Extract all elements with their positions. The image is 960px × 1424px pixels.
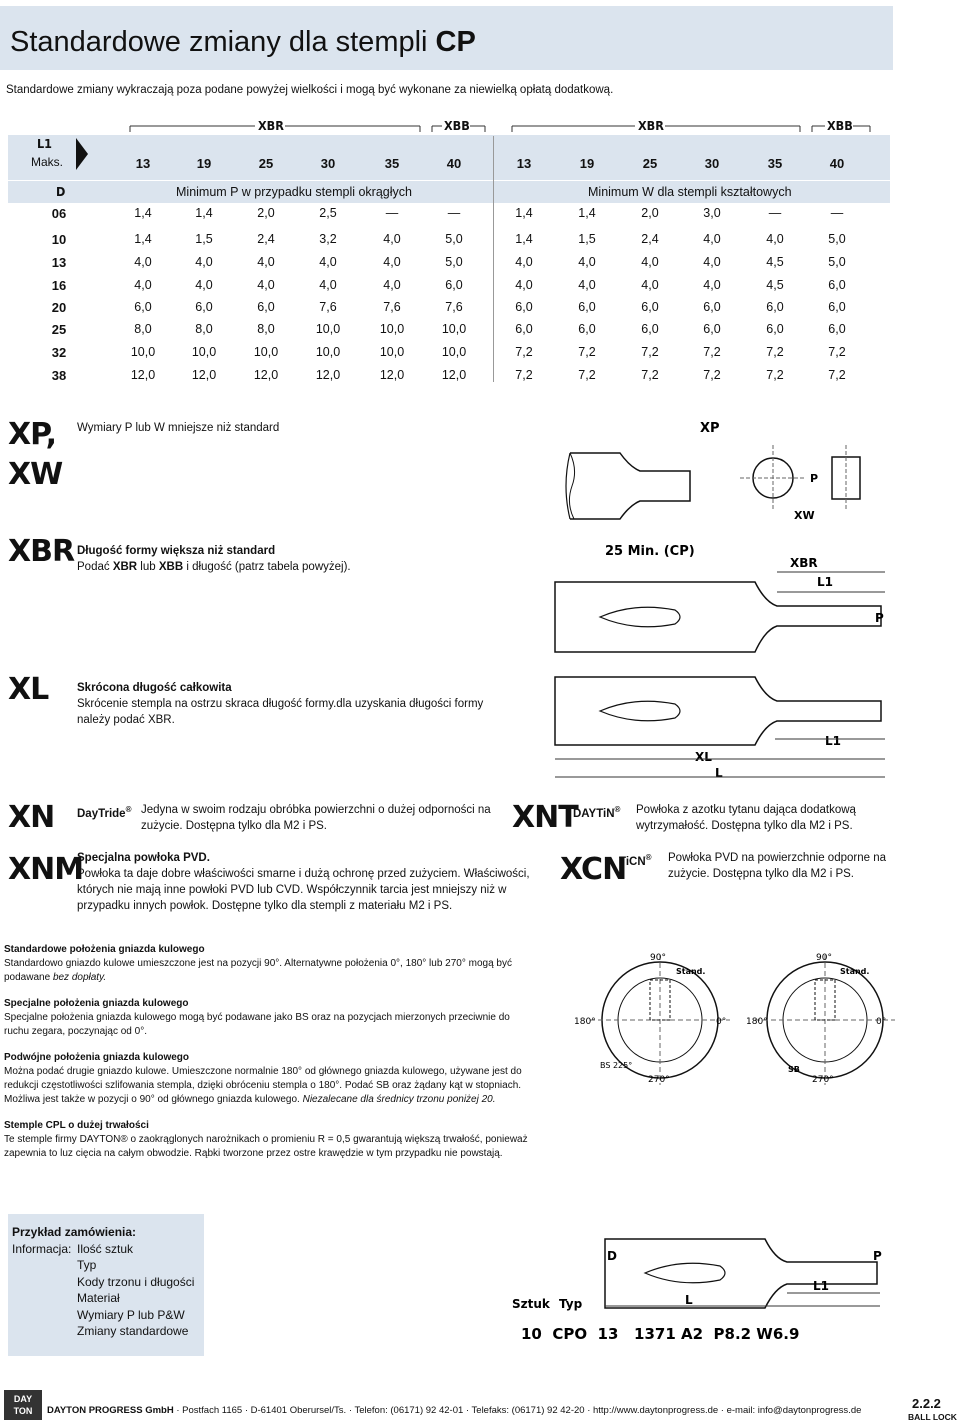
- xn-name: DayTride®: [77, 805, 132, 820]
- w-cell: 1,4: [578, 206, 596, 220]
- p-cell: 12,0: [191, 368, 217, 382]
- xl-code: XL: [8, 672, 49, 707]
- w-cell: 1,4: [515, 232, 533, 246]
- xcn-text: Powłoka PVD na powierzchnie odporne na zużycie. Dostępna tylko dla M2 i PS.: [668, 852, 886, 880]
- w-cell: 4,0: [766, 232, 784, 246]
- p-cell: 7,6: [383, 300, 401, 314]
- w-cell: 6,0: [515, 300, 533, 314]
- xnt-text: Powłoka z azotku tytanu dająca dodatkową wytrzymałość. Dostępna tylko dla M2 i PS.: [636, 804, 856, 832]
- p-cell: 12,0: [441, 368, 467, 382]
- row-d-label: 16: [51, 278, 67, 293]
- xnt-code: XNT: [512, 800, 578, 835]
- p-cell: 4,0: [195, 278, 213, 292]
- w-cell: 6,0: [828, 278, 846, 292]
- w-cell: 6,0: [703, 300, 721, 314]
- p-cell: 2,5: [319, 206, 337, 220]
- svg-text:180°: 180°: [746, 1017, 768, 1027]
- p-cell: 12,0: [315, 368, 341, 382]
- p-cell: 4,0: [319, 278, 337, 292]
- w-cell: 4,0: [515, 278, 533, 292]
- p-cell: 8,0: [195, 322, 213, 336]
- xp-diagram: [560, 415, 900, 525]
- p-cell: 2,4: [257, 232, 275, 246]
- w-cell: 4,0: [515, 255, 533, 269]
- left-col-header: 13: [135, 156, 151, 171]
- ball-diagram-2: [746, 953, 895, 1085]
- xnt-name: DAYTiN®: [573, 805, 621, 820]
- w-cell: —: [830, 206, 844, 220]
- xcn-code: XCN: [560, 852, 627, 887]
- xbr-text: Długość formy większa niż standard Podać XBR lub XBB i długość (patrz tabela powyżej).: [77, 545, 351, 573]
- p-cell: 4,0: [134, 255, 152, 269]
- w-cell: 7,2: [578, 345, 596, 359]
- left-col-header: 30: [320, 156, 336, 171]
- svg-text:Stand.: Stand.: [676, 967, 706, 976]
- p-cell: 4,0: [383, 278, 401, 292]
- p-cell: 10,0: [315, 345, 341, 359]
- p-cell: 1,5: [195, 232, 213, 246]
- w-cell: 6,0: [828, 300, 846, 314]
- w-cell: 4,0: [641, 255, 659, 269]
- svg-text:P: P: [873, 1249, 882, 1263]
- xn-text: Jedyna w swoim rodzaju obróbka powierzchni o dużej odporności na zużycie. Dostępna tylko dla M2 i PS.: [141, 804, 491, 832]
- w-cell: 3,0: [703, 206, 721, 220]
- xp-code: XP, XW: [8, 417, 63, 492]
- svg-text:XW: XW: [794, 509, 815, 522]
- w-cell: 4,0: [641, 278, 659, 292]
- order-diagram: [505, 1214, 895, 1356]
- row-d-label: 38: [51, 368, 67, 383]
- p-cell: 10,0: [441, 345, 467, 359]
- svg-text:L: L: [685, 1293, 693, 1307]
- svg-text:D: D: [607, 1249, 617, 1263]
- w-cell: 7,2: [578, 368, 596, 382]
- w-cell: 4,0: [578, 278, 596, 292]
- svg-text:P: P: [875, 611, 884, 625]
- w-cell: —: [768, 206, 782, 220]
- row-d-label: 10: [51, 232, 67, 247]
- left-col-header: 19: [196, 156, 212, 171]
- svg-text:BS 225°: BS 225°: [600, 1061, 633, 1070]
- p-cell: 10,0: [379, 322, 405, 336]
- p-cell: 6,0: [195, 300, 213, 314]
- page-title: Standardowe zmiany dla stempli CP: [10, 26, 476, 58]
- intro-text: Standardowe zmiany wykraczają poza podane powyżej wielkości i mogą być wykonane za niewielką opłatą dodatkową.: [6, 84, 614, 96]
- svg-text:L1: L1: [825, 734, 841, 748]
- p-cell: —: [385, 206, 399, 220]
- w-cell: 7,2: [766, 368, 784, 382]
- right-col-header: 25: [642, 156, 658, 171]
- w-cell: 4,0: [703, 278, 721, 292]
- p-cell: 4,0: [257, 278, 275, 292]
- p-cell: 12,0: [253, 368, 279, 382]
- w-cell: 1,4: [515, 206, 533, 220]
- order-item: Wymiary P lub P&W: [77, 1307, 185, 1322]
- xnm-text: Specjalna powłoka PVD. Powłoka ta daje dobre właściwości smarne i dużą ochronę przed zużyciem. Właściwości, których nie mają inne powłoki PVD lub CVD. Współczynnik tarcia jest mniejszy niż w przypadku innych powłok. Dostępne tylko dla stempli z materiału M2 i PS.: [77, 852, 530, 912]
- p-cell: 1,4: [134, 206, 152, 220]
- dayton-logo: DAY TON: [4, 1390, 42, 1420]
- w-cell: 2,0: [641, 206, 659, 220]
- svg-text:XBR: XBR: [790, 556, 818, 570]
- svg-text:270°: 270°: [648, 1075, 670, 1085]
- p-cell: 4,0: [383, 255, 401, 269]
- p-cell: 8,0: [134, 322, 152, 336]
- xcn-name: TiCN®: [619, 853, 652, 868]
- row-d-label: 32: [51, 345, 67, 360]
- row-d-label: 25: [51, 322, 67, 337]
- svg-text:XL: XL: [695, 750, 712, 764]
- footer-address: DAYTON PROGRESS GmbH · Postfach 1165 · D-61401 Oberursel/Ts. · Telefon: (06171) 92 42-01 · Telefaks: (06171) 92 42-20 · http://www.daytonprogress.de · e-mail: info@daytonprogress.de: [47, 1405, 862, 1416]
- w-cell: 2,4: [641, 232, 659, 246]
- p-cell: 4,0: [383, 232, 401, 246]
- w-cell: 7,2: [766, 345, 784, 359]
- w-cell: 6,0: [578, 300, 596, 314]
- right-col-header: 13: [516, 156, 532, 171]
- svg-text:XP: XP: [700, 421, 720, 436]
- xbr-header-left: XBR: [258, 118, 284, 133]
- w-cell: 4,0: [703, 232, 721, 246]
- svg-text:SB: SB: [788, 1065, 800, 1074]
- p-cell: 4,0: [257, 255, 275, 269]
- w-cell: 4,5: [766, 255, 784, 269]
- svg-text:L1: L1: [813, 1279, 829, 1293]
- page-number: 2.2.2: [912, 1396, 941, 1411]
- w-cell: 7,2: [641, 368, 659, 382]
- p-cell: 5,0: [445, 255, 463, 269]
- xbr-header-right: XBR: [638, 118, 664, 133]
- w-cell: 6,0: [703, 322, 721, 336]
- w-cell: 6,0: [515, 322, 533, 336]
- row-d-label: 13: [51, 255, 67, 270]
- svg-text:Sztuk: Sztuk: [512, 1297, 550, 1311]
- xn-code: XN: [8, 800, 55, 835]
- w-cell: 7,2: [515, 345, 533, 359]
- w-cell: 6,0: [766, 322, 784, 336]
- p-cell: 3,2: [319, 232, 337, 246]
- left-col-header: 40: [446, 156, 462, 171]
- xbr-diagram: [545, 540, 895, 660]
- w-cell: 4,0: [703, 255, 721, 269]
- order-item: Materiał: [77, 1291, 120, 1305]
- xp-text: Wymiary P lub W mniejsze niż standard: [77, 422, 280, 434]
- svg-text:180°: 180°: [574, 1017, 596, 1027]
- row-d-label: 06: [51, 206, 67, 221]
- section-name: BALL LOCK: [908, 1412, 957, 1422]
- w-cell: 7,2: [641, 345, 659, 359]
- p-cell: 7,6: [445, 300, 463, 314]
- w-cell: 6,0: [766, 300, 784, 314]
- svg-text:90°: 90°: [650, 953, 666, 963]
- xl-text: Skrócona długość całkowita Skrócenie stempla na ostrzu skraca długość formy.dla uzyskania długości formy należy podać XBR.: [77, 682, 484, 726]
- svg-text:L: L: [715, 766, 723, 780]
- ball-section: Standardowe położenia gniazda kulowego Standardowo gniazdo kulowe umieszczone jest na pozycji 90°. Alternatywne położenia 0°, 180° lub 270° mogą być podawane bez dopłaty. Specjalne położenia gniazda kulowego Specjalne położenia gniazda kulowego mogą być podawane jako BS oraz na pozycjach mierzonych przeciwnie do ruchu zegara, poczynając od 0°. Podwójne położenia gniazda kulowego Można podać drugie gniazdo kulowe. Umieszczone normalnie 180° od głównego gniazda kulowego, używane jest do redukcji częstotliwości szlifowania stempla, dzięki obróceniu stempla o 180°. Podać SB oraz żądany kąt w stopniach. Możliwa jest także w pozycji o 90° od głównego gniazda kulowego. Niezalecane dla średnicy trzonu poniżej 20. Stemple CPL o dużej trwałości Te stemple firmy DAYTON® o zaokrąglonych narożnikach o promieniu R = 0,5 gwarantują większą trwałość, ponieważ zapewnia to luz cięcia na całym obwodzie. Rąbki tworzone przez ostre krawędzie w tym przypadku nie powstają.: [4, 944, 528, 1159]
- d-label: D: [56, 184, 66, 199]
- p-cell: 8,0: [257, 322, 275, 336]
- xbb-header-left: XBB: [444, 118, 470, 133]
- p-cell: 1,4: [195, 206, 213, 220]
- svg-text:P: P: [810, 472, 819, 485]
- svg-text:L1: L1: [817, 575, 833, 589]
- xl-diagram: [545, 673, 895, 788]
- p-cell: 10,0: [379, 345, 405, 359]
- p-cell: 10,0: [315, 322, 341, 336]
- w-cell: 7,2: [703, 368, 721, 382]
- p-cell: 10,0: [191, 345, 217, 359]
- right-col-header: 35: [767, 156, 783, 171]
- w-cell: 7,2: [828, 368, 846, 382]
- w-cell: 7,2: [703, 345, 721, 359]
- p-cell: 7,6: [319, 300, 337, 314]
- p-cell: 4,0: [319, 255, 337, 269]
- xnm-code: XNM: [8, 852, 84, 887]
- xbr-code: XBR: [8, 534, 75, 569]
- w-cell: 6,0: [641, 300, 659, 314]
- p-cell: 4,0: [195, 255, 213, 269]
- table-divider: [493, 136, 494, 382]
- w-cell: 1,5: [578, 232, 596, 246]
- p-cell: 10,0: [130, 345, 156, 359]
- w-cell: 4,5: [766, 278, 784, 292]
- order-item: Kody trzonu i długości: [77, 1274, 195, 1289]
- p-cell: 6,0: [134, 300, 152, 314]
- svg-text:25 Min. (CP): 25 Min. (CP): [605, 544, 695, 559]
- p-cell: 12,0: [130, 368, 156, 382]
- right-col-header: 30: [704, 156, 720, 171]
- ball-diagram-1: [574, 953, 730, 1085]
- svg-text:0°: 0°: [876, 1017, 887, 1027]
- l1-label: L1: [37, 136, 52, 151]
- p-cell: 5,0: [445, 232, 463, 246]
- ball-lock-diagrams: [570, 950, 900, 1090]
- svg-text:10 CPO 13 1371 A2 P8.2 W6: 10 CPO 13 1371 A2 P8.2 W6.9: [521, 1325, 800, 1343]
- left-caption: Minimum P w przypadku stempli okrągłych: [176, 185, 412, 199]
- p-cell: 6,0: [445, 278, 463, 292]
- w-cell: 7,2: [828, 345, 846, 359]
- w-cell: 4,0: [578, 255, 596, 269]
- w-cell: 7,2: [515, 368, 533, 382]
- svg-text:270°: 270°: [812, 1075, 834, 1085]
- left-col-header: 25: [258, 156, 274, 171]
- left-col-header: 35: [384, 156, 400, 171]
- p-cell: 12,0: [379, 368, 405, 382]
- w-cell: 6,0: [578, 322, 596, 336]
- row-d-label: 20: [51, 300, 67, 315]
- w-cell: 6,0: [641, 322, 659, 336]
- p-cell: —: [447, 206, 461, 220]
- p-cell: 1,4: [134, 232, 152, 246]
- svg-text:Typ: Typ: [559, 1297, 583, 1311]
- w-cell: 5,0: [828, 232, 846, 246]
- order-item: Zmiany standardowe: [77, 1324, 189, 1338]
- p-cell: 2,0: [257, 206, 275, 220]
- order-item: Ilość sztuk: [77, 1241, 134, 1256]
- w-cell: 6,0: [828, 322, 846, 336]
- order-item: Typ: [77, 1258, 97, 1272]
- svg-text:90°: 90°: [816, 953, 832, 963]
- maks-label: Maks.: [31, 155, 64, 169]
- p-cell: 4,0: [134, 278, 152, 292]
- p-cell: 10,0: [441, 322, 467, 336]
- order-text: Przykład zamówienia: Informacja: Ilość sztuk Typ Kody trzonu i długości Materiał Wymiary P lub P&W Zmiany standardowe: [12, 1225, 195, 1338]
- right-col-header: 40: [829, 156, 845, 171]
- svg-text:0°: 0°: [716, 1017, 727, 1027]
- arrow-right-icon: [76, 138, 90, 170]
- p-cell: 10,0: [253, 345, 279, 359]
- right-col-header: 19: [579, 156, 595, 171]
- p-cell: 6,0: [257, 300, 275, 314]
- svg-text:Stand.: Stand.: [840, 967, 870, 976]
- xbb-header-right: XBB: [827, 118, 853, 133]
- right-caption: Minimum W dla stempli kształtowych: [588, 185, 792, 199]
- w-cell: 5,0: [828, 255, 846, 269]
